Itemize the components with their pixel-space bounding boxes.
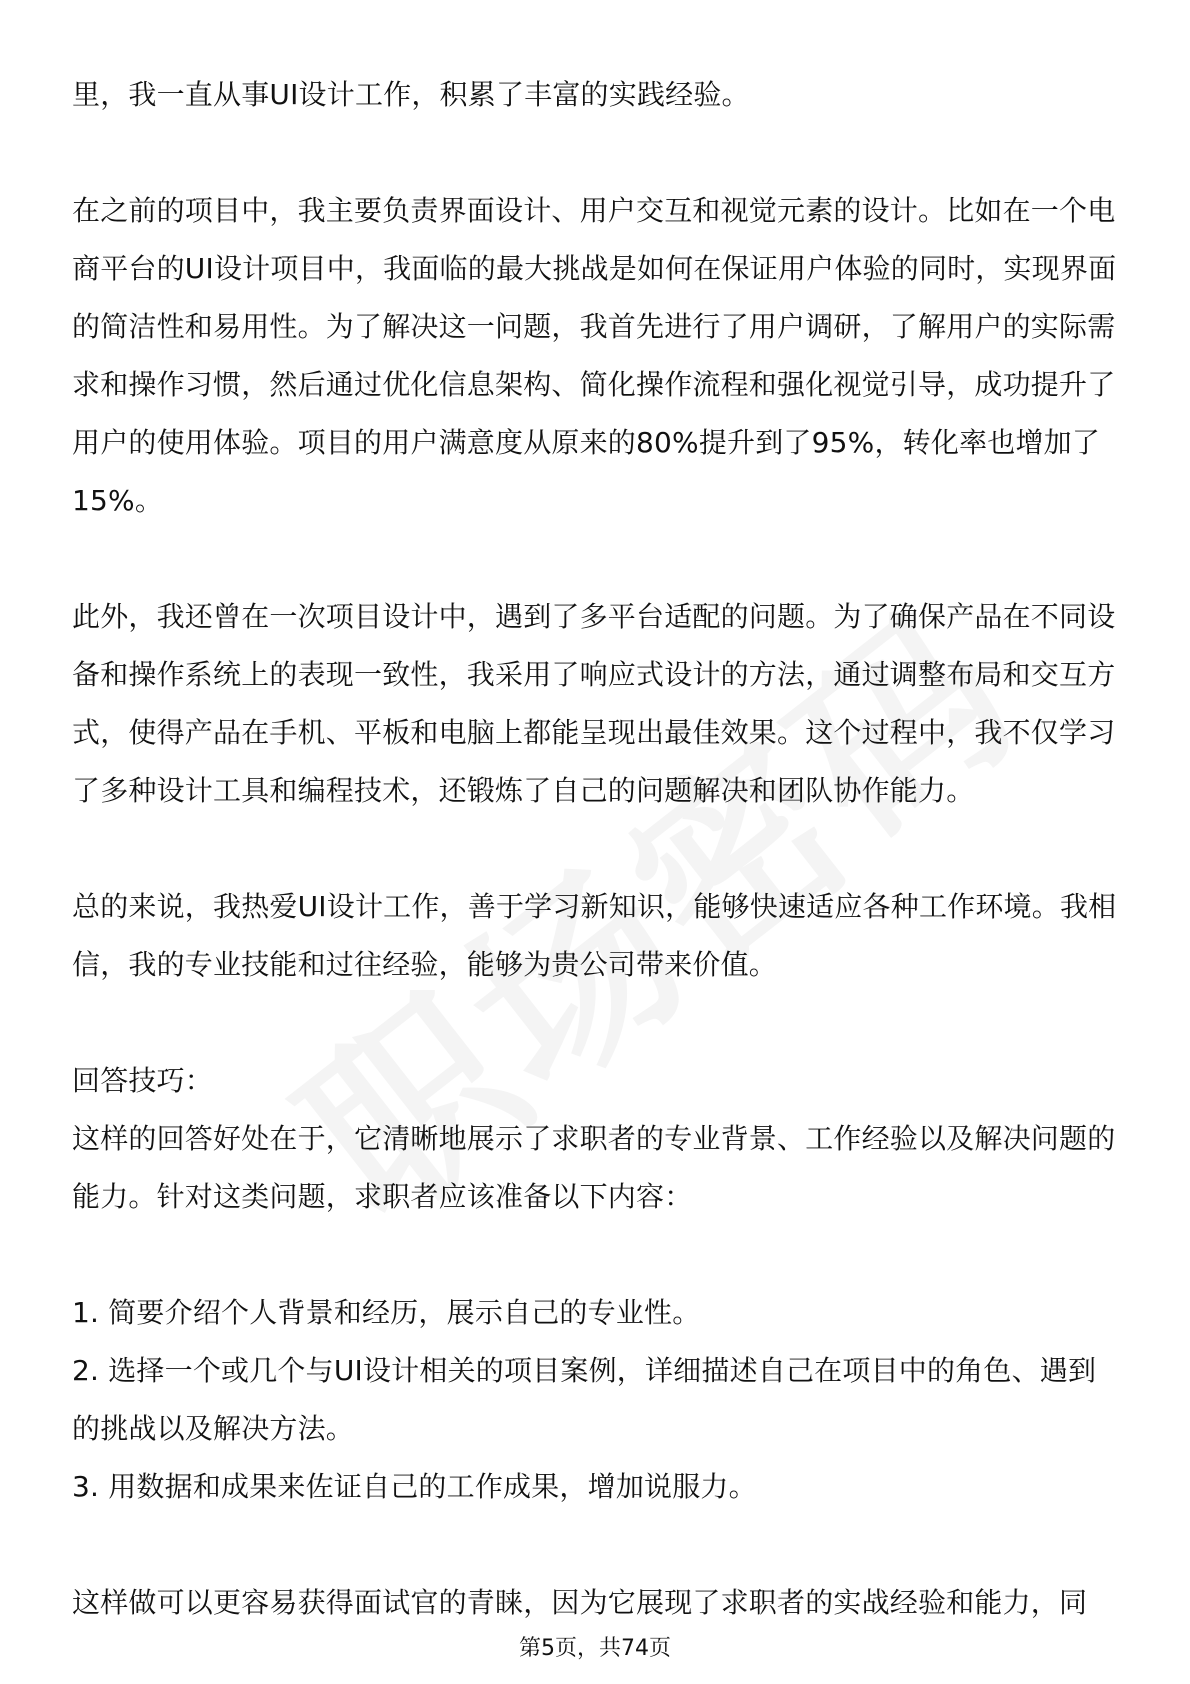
paragraph-spacer (72, 530, 1118, 588)
document-body (72, 66, 1118, 1632)
paragraph-spacer (72, 1226, 1118, 1284)
paragraph-spacer (72, 124, 1118, 182)
tips-list-item: 1. 简要介绍个人背景和经历，展示自己的专业性。 (72, 1296, 701, 1329)
tips-intro: 这样的回答好处在于，它清晰地展示了求职者的专业背景、工作经验以及解决问题的能力。针对这类问题，求职者应该准备以下内容： (72, 1122, 1116, 1213)
tips-list-item: 2. 选择一个或几个与UI设计相关的项目案例，详细描述自己在项目中的角色、遇到的挑战以及解决方法。 (72, 1354, 1097, 1445)
paragraph-spacer (72, 994, 1118, 1052)
tips-heading: 回答技巧： (72, 1064, 214, 1097)
paragraph-intro: 里，我一直从事UI设计工作，积累了丰富的实践经验。 (72, 78, 750, 111)
page-number: 第5页，共74页 (519, 1636, 671, 1661)
paragraph-spacer (72, 820, 1118, 878)
tips-list-item: 3. 用数据和成果来佐证自己的工作成果，增加说服力。 (72, 1470, 757, 1503)
paragraph-spacer (72, 1516, 1118, 1574)
paragraph-closing: 这样做可以更容易获得面试官的青睐，因为它展现了求职者的实战经验和能力，同 (72, 1586, 1088, 1619)
paragraph-project-experience: 在之前的项目中，我主要负责界面设计、用户交互和视觉元素的设计。比如在一个电商平台的UI设计项目中，我面临的最大挑战是如何在保证用户体验的同时，实现界面的简洁性和易用性。为了解决这一问题，我首先进行了用户调研，了解用户的实际需求和操作习惯，然后通过优化信息架构、简化操作流程和强化视觉引导，成功提升了用户的使用体验。项目的用户满意度从原来的80%提升到了95%，转化率也增加了15%。 (72, 194, 1117, 517)
paragraph-multiplatform: 此外，我还曾在一次项目设计中，遇到了多平台适配的问题。为了确保产品在不同设备和操作系统上的表现一致性，我采用了响应式设计的方法，通过调整布局和交互方式，使得产品在手机、平板和电脑上都能呈现出最佳效果。这个过程中，我不仅学习了多种设计工具和编程技术，还锻炼了自己的问题解决和团队协作能力。 (72, 600, 1116, 807)
paragraph-summary: 总的来说，我热爱UI设计工作，善于学习新知识，能够快速适应各种工作环境。我相信，我的专业技能和过往经验，能够为贵公司带来价值。 (72, 890, 1117, 981)
